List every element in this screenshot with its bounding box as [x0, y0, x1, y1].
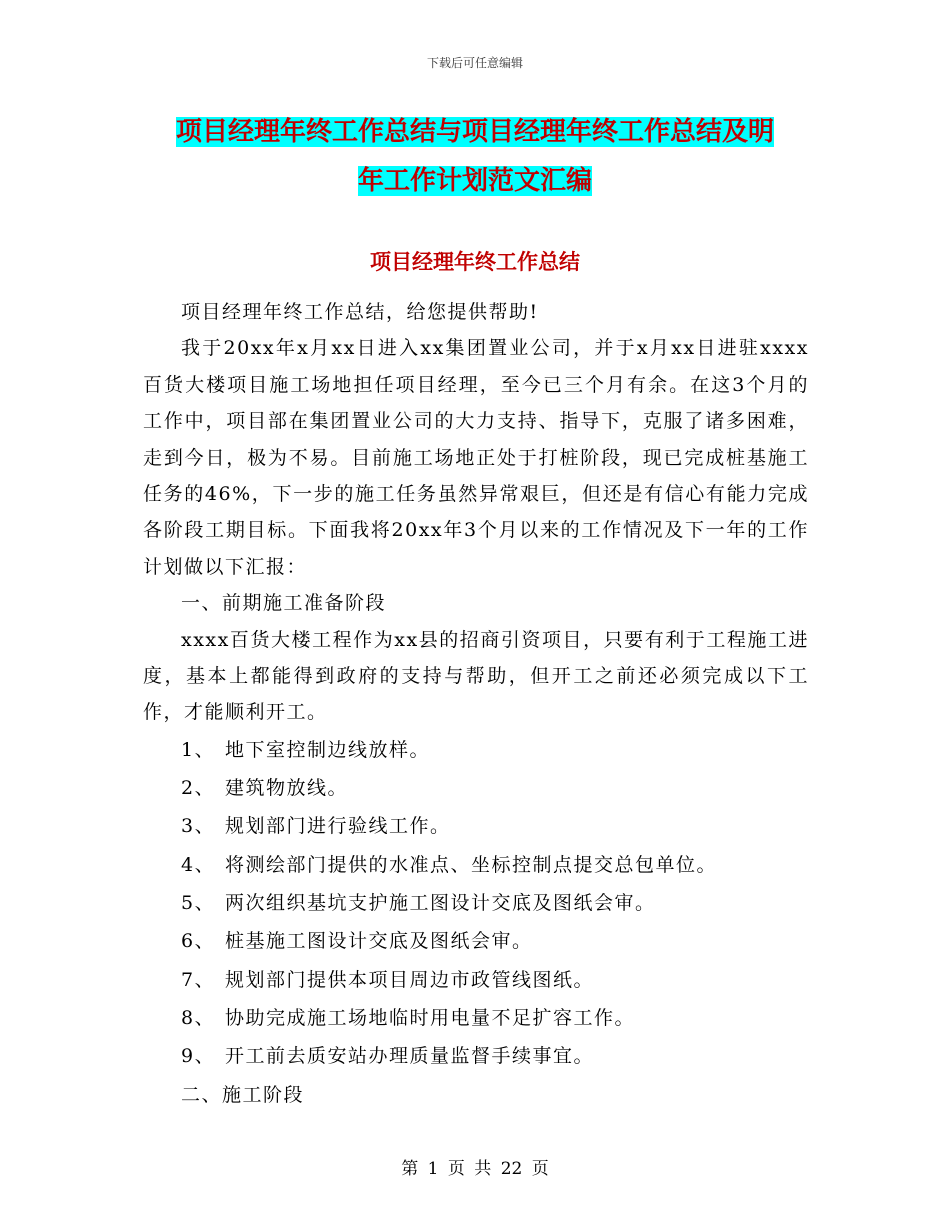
list-text: 桩基施工图设计交底及图纸会审。 [225, 930, 533, 953]
list-item [143, 731, 809, 769]
list-number: 9、 [181, 1045, 216, 1068]
list-number: 5、 [181, 892, 216, 915]
paragraph-intro: 项目经理年终工作总结，给您提供帮助! [181, 301, 539, 323]
list-number: 1、 [181, 738, 216, 761]
list-item [143, 961, 809, 999]
list-item [143, 884, 809, 922]
list-text: 将测绘部门提供的水准点、坐标控制点提交总包单位。 [225, 853, 718, 876]
list-item [143, 807, 809, 845]
list-item [143, 846, 809, 884]
list-text: 规划部门进行验线工作。 [225, 815, 451, 838]
list-item [143, 922, 809, 960]
document-title [140, 108, 810, 206]
list-text: 两次组织基坑支护施工图设计交底及图纸会审。 [225, 892, 656, 915]
list-item [143, 1037, 809, 1075]
list-text: 地下室控制边线放样。 [225, 738, 431, 761]
list-text: 建筑物放线。 [225, 777, 349, 800]
list-text: 开工前去质安站办理质量监督手续事宜。 [225, 1045, 595, 1068]
header-note: 下载后可任意编辑 [426, 56, 523, 70]
list-number: 6、 [181, 930, 216, 953]
title-line-1: 项目经理年终工作总结与项目经理年终工作总结及明 [175, 117, 774, 147]
list-item [143, 769, 809, 807]
heading-preparation-stage: 一、前期施工准备阶段 [181, 592, 387, 615]
list-item [143, 999, 809, 1037]
paragraph-preparation: xxxx百货大楼工程作为xx县的招商引资项目，只要有利于工程施工进度，基本上都能得到政府的支持与帮助，但开工之前还必须完成以下工作，才能顺利开工。 [143, 628, 809, 724]
list-text: 规划部门提供本项目周边市政管线图纸。 [225, 968, 595, 991]
heading-construction-stage: 二、施工阶段 [181, 1083, 305, 1106]
list-number: 2、 [181, 777, 216, 800]
list-number: 4、 [181, 853, 216, 876]
list-text: 协助完成施工场地临时用电量不足扩容工作。 [225, 1006, 636, 1029]
body-text [143, 294, 809, 1114]
paragraph-report: 我于20xx年x月xx日进入xx集团置业公司，并于x月xx日进驻xxxx百货大楼项目施工场地担任项目经理，至今已三个月有余。在这3个月的工作中，项目部在集团置业公司的大力支持、指导下，克服了诸多困难，走到今日，极为不易。目前施工场地正处于打桩阶段，现已完成桩基施工任务的46%，下一步的施工任务虽然异常艰巨，但还是有信心有能力完成各阶段工期目标。下面我将20xx年3个月以来的工作情况及下一年的工作计划做以下汇报： [143, 337, 809, 578]
list-number: 7、 [181, 968, 216, 991]
page-footer: 第 1 页 共 22 页 [401, 1159, 549, 1179]
list-number: 8、 [181, 1006, 216, 1029]
title-line-2: 年工作计划范文汇编 [357, 166, 592, 196]
section-title: 项目经理年终工作总结 [370, 250, 580, 274]
list-number: 3、 [181, 815, 216, 838]
